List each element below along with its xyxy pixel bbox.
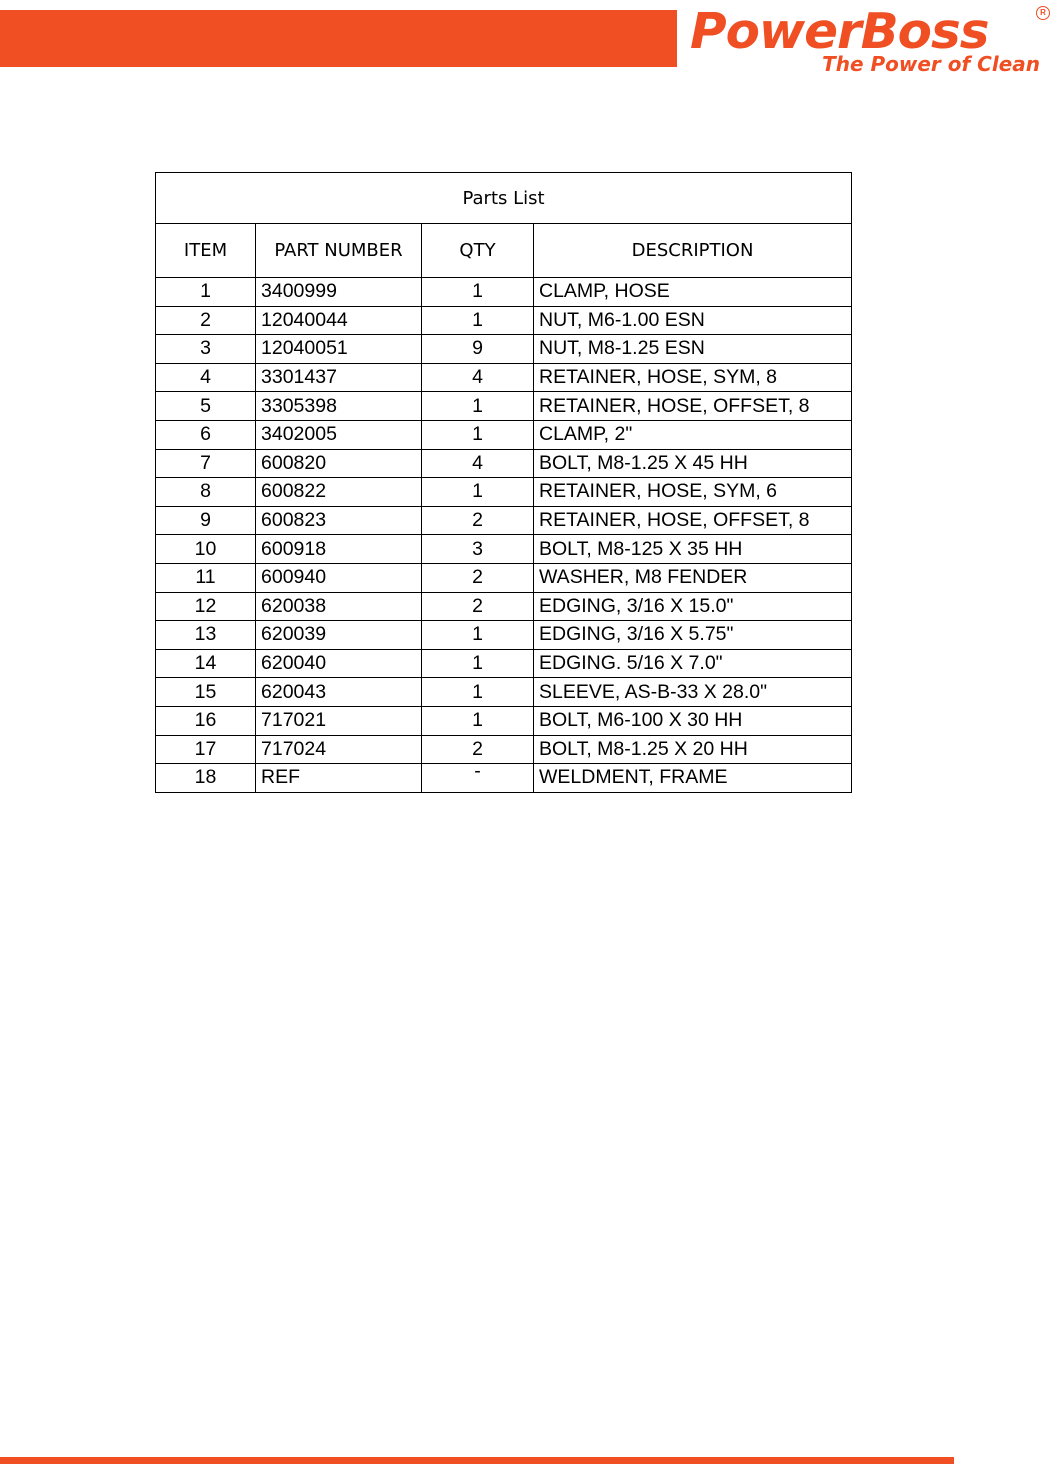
table-row — [156, 449, 852, 478]
parts-list-title: Parts List — [156, 173, 852, 224]
qty-cell: 1 — [422, 278, 534, 307]
table-row — [156, 478, 852, 507]
table-row — [156, 678, 852, 707]
part-number-cell: 620039 — [256, 621, 422, 650]
part-number-cell: 600820 — [256, 449, 422, 478]
description-cell: RETAINER, HOSE, SYM, 8 — [534, 363, 852, 392]
item-cell: 9 — [156, 506, 256, 535]
item-cell: 15 — [156, 678, 256, 707]
qty-cell: 1 — [422, 420, 534, 449]
item-cell: 18 — [156, 764, 256, 793]
parts-list-body — [156, 278, 852, 793]
column-header-description: DESCRIPTION — [534, 224, 852, 278]
qty-cell: 2 — [422, 563, 534, 592]
item-cell: 5 — [156, 392, 256, 421]
table-row — [156, 278, 852, 307]
table-row — [156, 335, 852, 364]
qty-cell: 1 — [422, 306, 534, 335]
item-cell: 8 — [156, 478, 256, 507]
part-number-cell: 3301437 — [256, 363, 422, 392]
part-number-cell: 12040044 — [256, 306, 422, 335]
qty-cell: 3 — [422, 535, 534, 564]
description-cell: CLAMP, HOSE — [534, 278, 852, 307]
description-cell: SLEEVE, AS-B-33 X 28.0" — [534, 678, 852, 707]
part-number-cell: 600918 — [256, 535, 422, 564]
description-cell: BOLT, M6-100 X 30 HH — [534, 706, 852, 735]
qty-cell: - — [422, 764, 534, 793]
part-number-cell: 600822 — [256, 478, 422, 507]
part-number-cell: 620038 — [256, 592, 422, 621]
item-cell: 11 — [156, 563, 256, 592]
footer-accent-bar — [0, 1457, 954, 1464]
item-cell: 6 — [156, 420, 256, 449]
qty-cell: 1 — [422, 621, 534, 650]
qty-cell: 9 — [422, 335, 534, 364]
table-row — [156, 306, 852, 335]
column-header-item: ITEM — [156, 224, 256, 278]
parts-list-table — [155, 172, 852, 793]
description-cell: EDGING. 5/16 X 7.0" — [534, 649, 852, 678]
table-row — [156, 706, 852, 735]
part-number-cell: 3400999 — [256, 278, 422, 307]
part-number-cell: 600940 — [256, 563, 422, 592]
description-cell: RETAINER, HOSE, OFFSET, 8 — [534, 506, 852, 535]
table-row — [156, 506, 852, 535]
table-row — [156, 420, 852, 449]
item-cell: 3 — [156, 335, 256, 364]
table-row — [156, 563, 852, 592]
qty-cell: 2 — [422, 735, 534, 764]
description-cell: CLAMP, 2" — [534, 420, 852, 449]
description-cell: WELDMENT, FRAME — [534, 764, 852, 793]
description-cell: NUT, M6-1.00 ESN — [534, 306, 852, 335]
part-number-cell: 3305398 — [256, 392, 422, 421]
qty-cell: 1 — [422, 478, 534, 507]
item-cell: 17 — [156, 735, 256, 764]
description-cell: BOLT, M8-125 X 35 HH — [534, 535, 852, 564]
description-cell: RETAINER, HOSE, OFFSET, 8 — [534, 392, 852, 421]
part-number-cell: 620040 — [256, 649, 422, 678]
item-cell: 16 — [156, 706, 256, 735]
table-row — [156, 735, 852, 764]
table-row — [156, 621, 852, 650]
column-header-qty: QTY — [422, 224, 534, 278]
header-accent-bar — [0, 10, 677, 67]
part-number-cell: 620043 — [256, 678, 422, 707]
qty-cell: 4 — [422, 363, 534, 392]
item-cell: 14 — [156, 649, 256, 678]
description-cell: BOLT, M8-1.25 X 20 HH — [534, 735, 852, 764]
part-number-cell: 3402005 — [256, 420, 422, 449]
powerboss-logo — [690, 4, 1052, 76]
item-cell: 7 — [156, 449, 256, 478]
qty-cell: 1 — [422, 678, 534, 707]
qty-cell: 2 — [422, 592, 534, 621]
qty-cell: 2 — [422, 506, 534, 535]
description-cell: WASHER, M8 FENDER — [534, 563, 852, 592]
table-row — [156, 649, 852, 678]
qty-cell: 1 — [422, 649, 534, 678]
column-header-part-number: PART NUMBER — [256, 224, 422, 278]
part-number-cell: REF — [256, 764, 422, 793]
description-cell: EDGING, 3/16 X 15.0" — [534, 592, 852, 621]
description-cell: BOLT, M8-1.25 X 45 HH — [534, 449, 852, 478]
part-number-cell: 717021 — [256, 706, 422, 735]
logo-tagline: The Power of Clean — [822, 52, 1040, 76]
table-row — [156, 535, 852, 564]
table-row — [156, 764, 852, 793]
part-number-cell: 600823 — [256, 506, 422, 535]
qty-cell: 1 — [422, 392, 534, 421]
item-cell: 10 — [156, 535, 256, 564]
item-cell: 1 — [156, 278, 256, 307]
description-cell: NUT, M8-1.25 ESN — [534, 335, 852, 364]
table-row — [156, 363, 852, 392]
item-cell: 13 — [156, 621, 256, 650]
item-cell: 12 — [156, 592, 256, 621]
table-row — [156, 392, 852, 421]
table-row — [156, 592, 852, 621]
description-cell: RETAINER, HOSE, SYM, 6 — [534, 478, 852, 507]
description-cell: EDGING, 3/16 X 5.75" — [534, 621, 852, 650]
qty-cell: 1 — [422, 706, 534, 735]
part-number-cell: 12040051 — [256, 335, 422, 364]
registered-mark-icon: R — [1036, 6, 1050, 20]
logo-name: PowerBoss — [690, 3, 989, 60]
item-cell: 2 — [156, 306, 256, 335]
item-cell: 4 — [156, 363, 256, 392]
part-number-cell: 717024 — [256, 735, 422, 764]
qty-cell: 4 — [422, 449, 534, 478]
